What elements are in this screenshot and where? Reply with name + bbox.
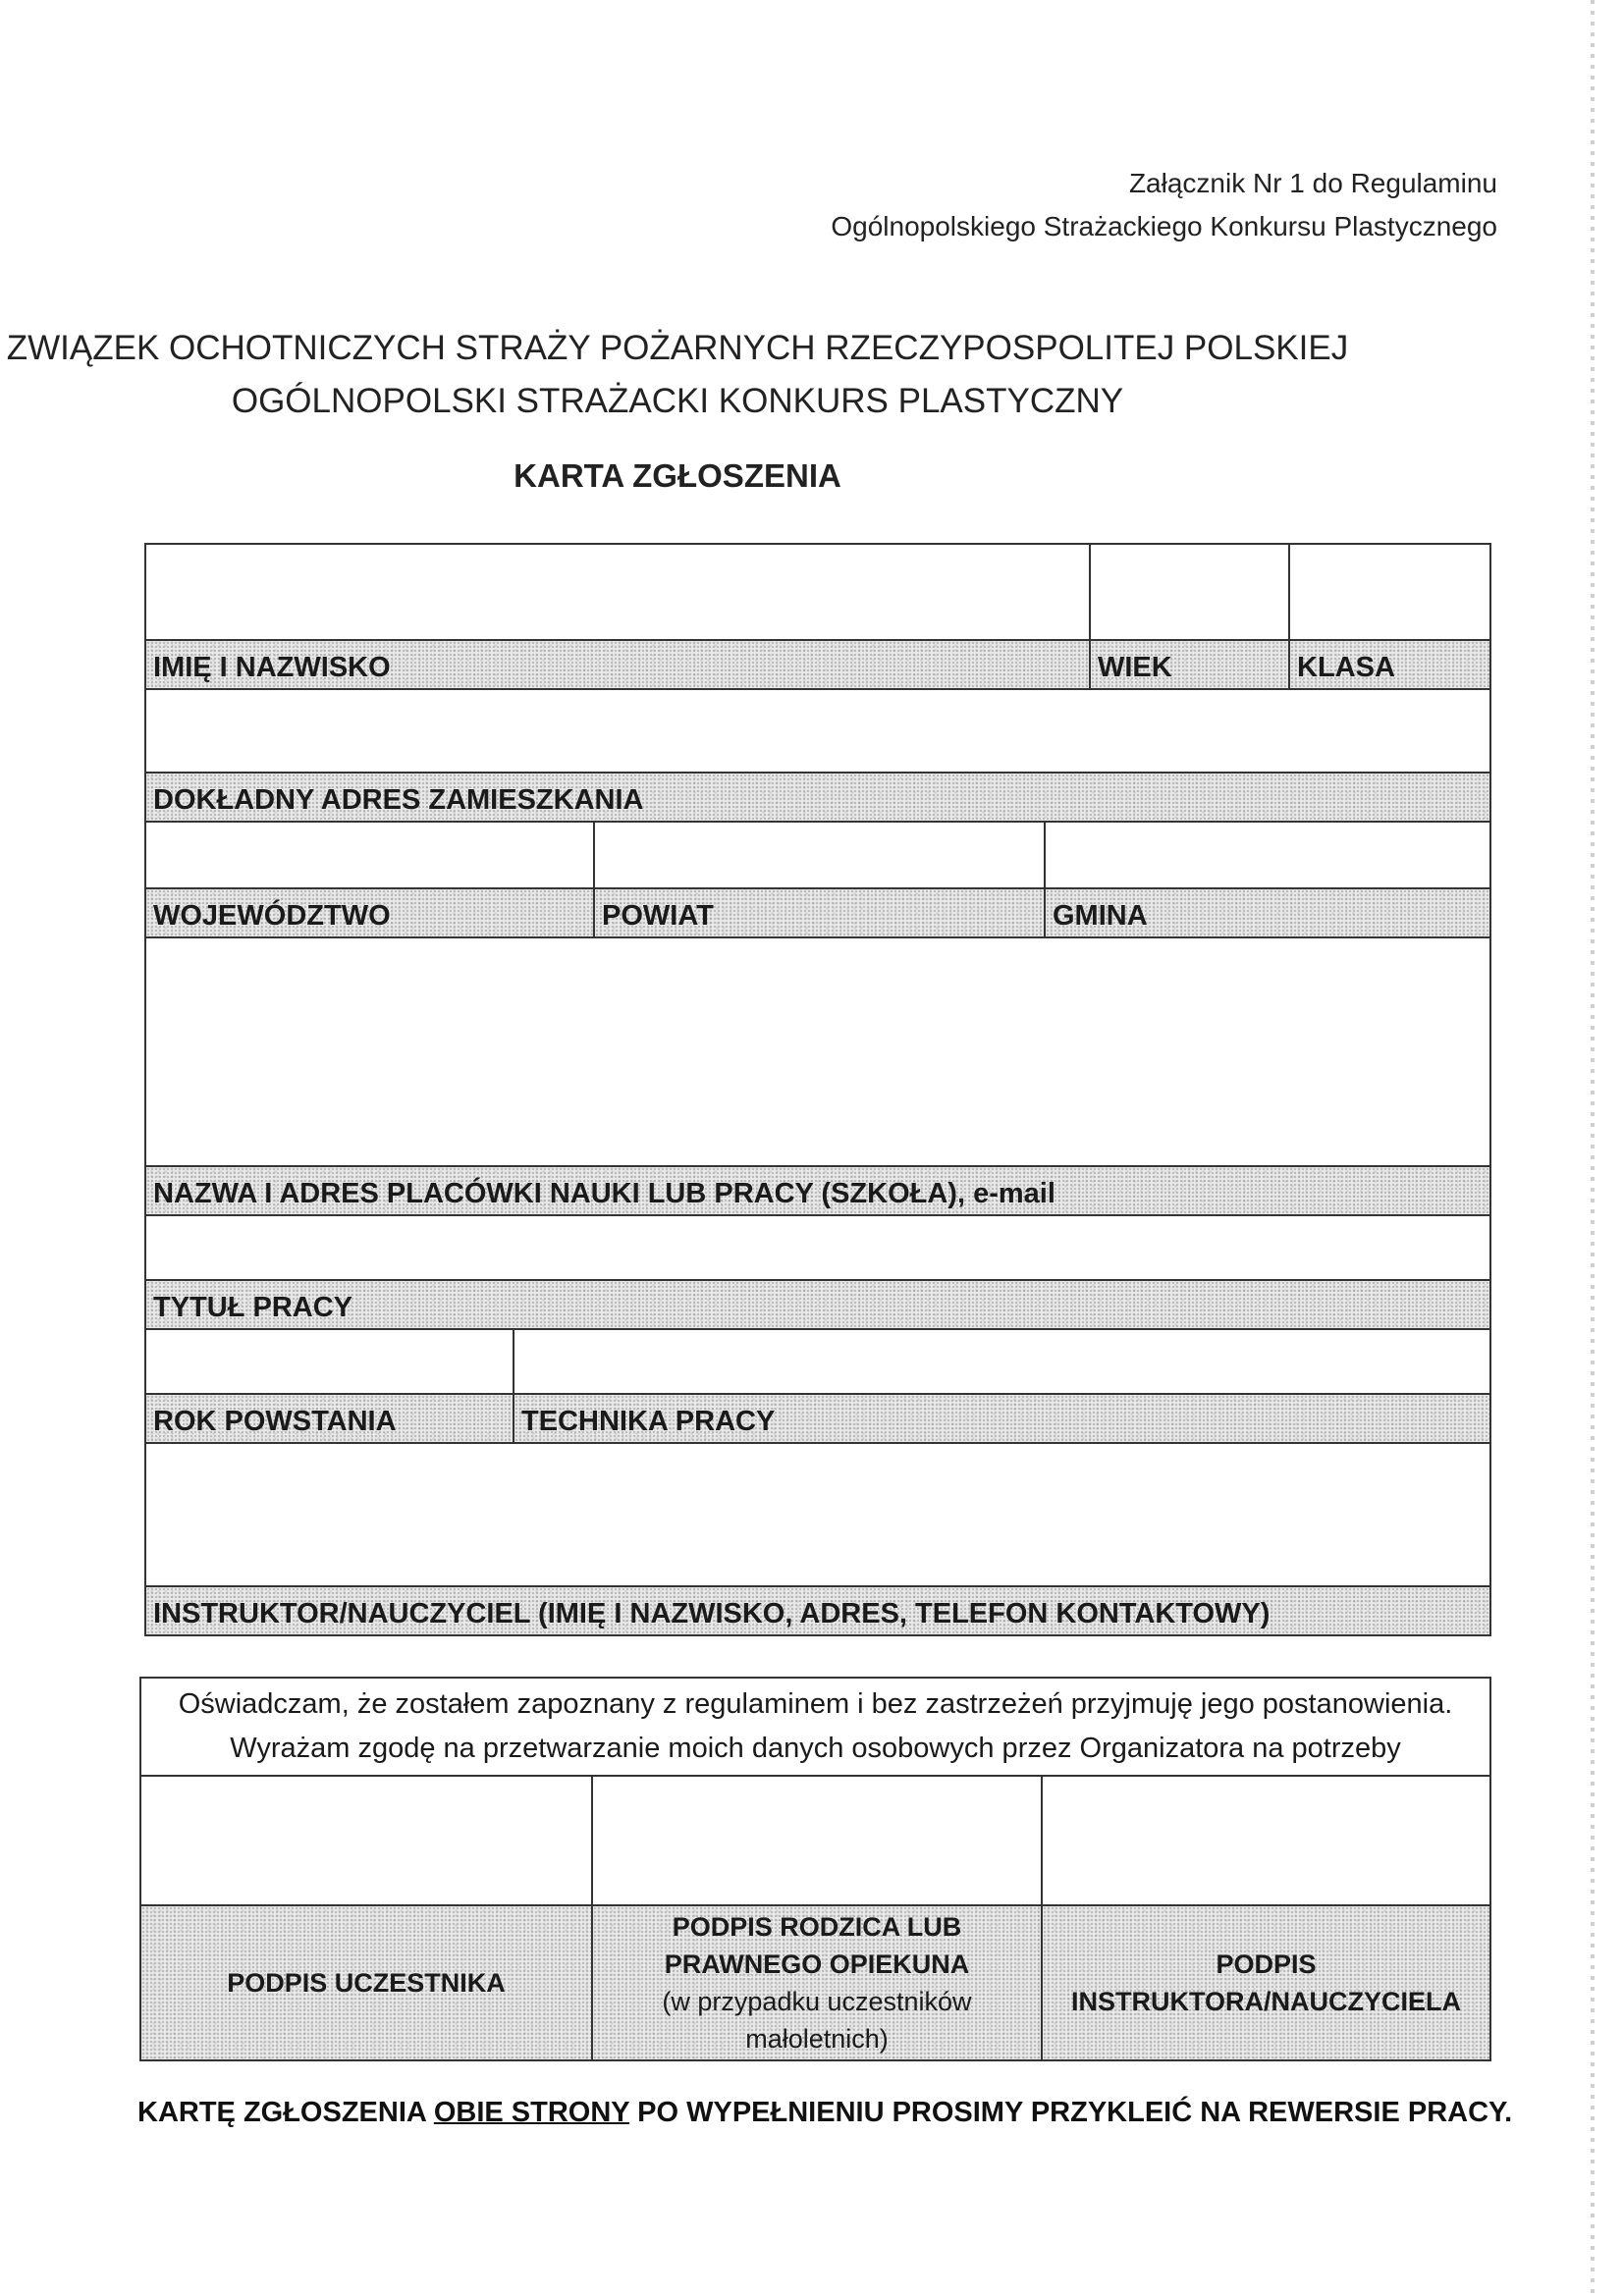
full-name-input-area[interactable]	[145, 544, 1090, 640]
annex-line-1: Załącznik Nr 1 do Regulaminu	[1128, 168, 1497, 198]
institution-label: NAZWA I ADRES PLACÓWKI NAUKI LUB PRACY (SZKOŁA), e-mail	[145, 1166, 1490, 1215]
class-input-area[interactable]	[1289, 544, 1490, 640]
annex-line-2: Ogólnopolskiego Strażackiego Konkursu Plastycznego	[831, 211, 1497, 241]
footer-text-part-2: PO WYPEŁNIENIU PROSIMY PRZYKLEIĆ NA REWERSIE PRACY.	[629, 2097, 1513, 2128]
commune-input-area[interactable]	[1045, 822, 1490, 888]
technique-label: TECHNIKA PRACY	[514, 1394, 1490, 1443]
commune-label: GMINA	[1045, 888, 1490, 937]
age-input-area[interactable]	[1090, 544, 1289, 640]
participant-signature-label: PODPIS UCZESTNIKA	[140, 1905, 592, 2060]
parent-signature-label	[592, 1905, 1042, 2060]
consent-statement	[140, 1678, 1490, 1776]
full-name-label: IMIĘ I NAZWISKO	[145, 640, 1090, 689]
consent-line-1: Oświadczam, że zostałem zapoznany z regulaminem i bez zastrzeżeń przyjmuję jego postanowienia.	[178, 1688, 1453, 1720]
work-title-input-area[interactable]	[145, 1215, 1490, 1280]
parent-signature-note: (w przypadku uczestników małoletnich)	[662, 1987, 972, 2054]
participant-signature-area[interactable]	[140, 1776, 592, 1905]
annex-header	[831, 162, 1497, 248]
footer-underlined-text: OBIE STRONY	[433, 2097, 630, 2128]
form-title: KARTA ZGŁOSZENIA	[514, 457, 841, 494]
footer-instruction	[137, 2097, 1512, 2129]
instructor-label: INSTRUKTOR/NAUCZYCIEL (IMIĘ I NAZWISKO, ADRES, TELEFON KONTAKTOWY)	[145, 1586, 1490, 1635]
parent-signature-area[interactable]	[592, 1776, 1042, 1905]
contest-name: OGÓLNOPOLSKI STRAŻACKI KONKURS PLASTYCZNY	[231, 382, 1124, 420]
work-title-label: TYTUŁ PRACY	[145, 1280, 1490, 1329]
age-label: WIEK	[1090, 640, 1289, 689]
voivodeship-input-area[interactable]	[145, 822, 594, 888]
organization-name: ZWIĄZEK OCHOTNICZYCH STRAŻY POŻARNYCH RZECZYPOSPOLITEJ POLSKIEJ	[6, 329, 1349, 367]
technique-input-area[interactable]	[514, 1329, 1490, 1394]
district-input-area[interactable]	[594, 822, 1045, 888]
class-label: KLASA	[1289, 640, 1490, 689]
year-created-input-area[interactable]	[145, 1329, 514, 1394]
instructor-signature-label: PODPIS INSTRUKTORA/NAUCZYCIELA	[1042, 1905, 1490, 2060]
footer-text-part-1: KARTĘ ZGŁOSZENIA	[137, 2097, 434, 2128]
instructor-input-area[interactable]	[145, 1443, 1490, 1586]
institution-input-area[interactable]	[145, 937, 1490, 1166]
registration-form-table	[144, 543, 1491, 1636]
district-label: POWIAT	[594, 888, 1045, 937]
organization-heading	[0, 322, 1355, 428]
instructor-signature-area[interactable]	[1042, 1776, 1490, 1905]
voivodeship-label: WOJEWÓDZTWO	[145, 888, 594, 937]
consent-line-2: Wyrażam zgodę na przetwarzanie moich danych osobowych przez Organizatora na potrzeby	[230, 1733, 1401, 1764]
scanned-page-edge	[1591, 0, 1595, 2296]
consent-signature-table	[139, 1677, 1491, 2061]
parent-signature-title: PODPIS RODZICA LUB PRAWNEGO OPIEKUNA	[664, 1912, 970, 1979]
address-label: DOKŁADNY ADRES ZAMIESZKANIA	[145, 773, 1490, 822]
year-created-label: ROK POWSTANIA	[145, 1394, 514, 1443]
address-input-area[interactable]	[145, 689, 1490, 773]
